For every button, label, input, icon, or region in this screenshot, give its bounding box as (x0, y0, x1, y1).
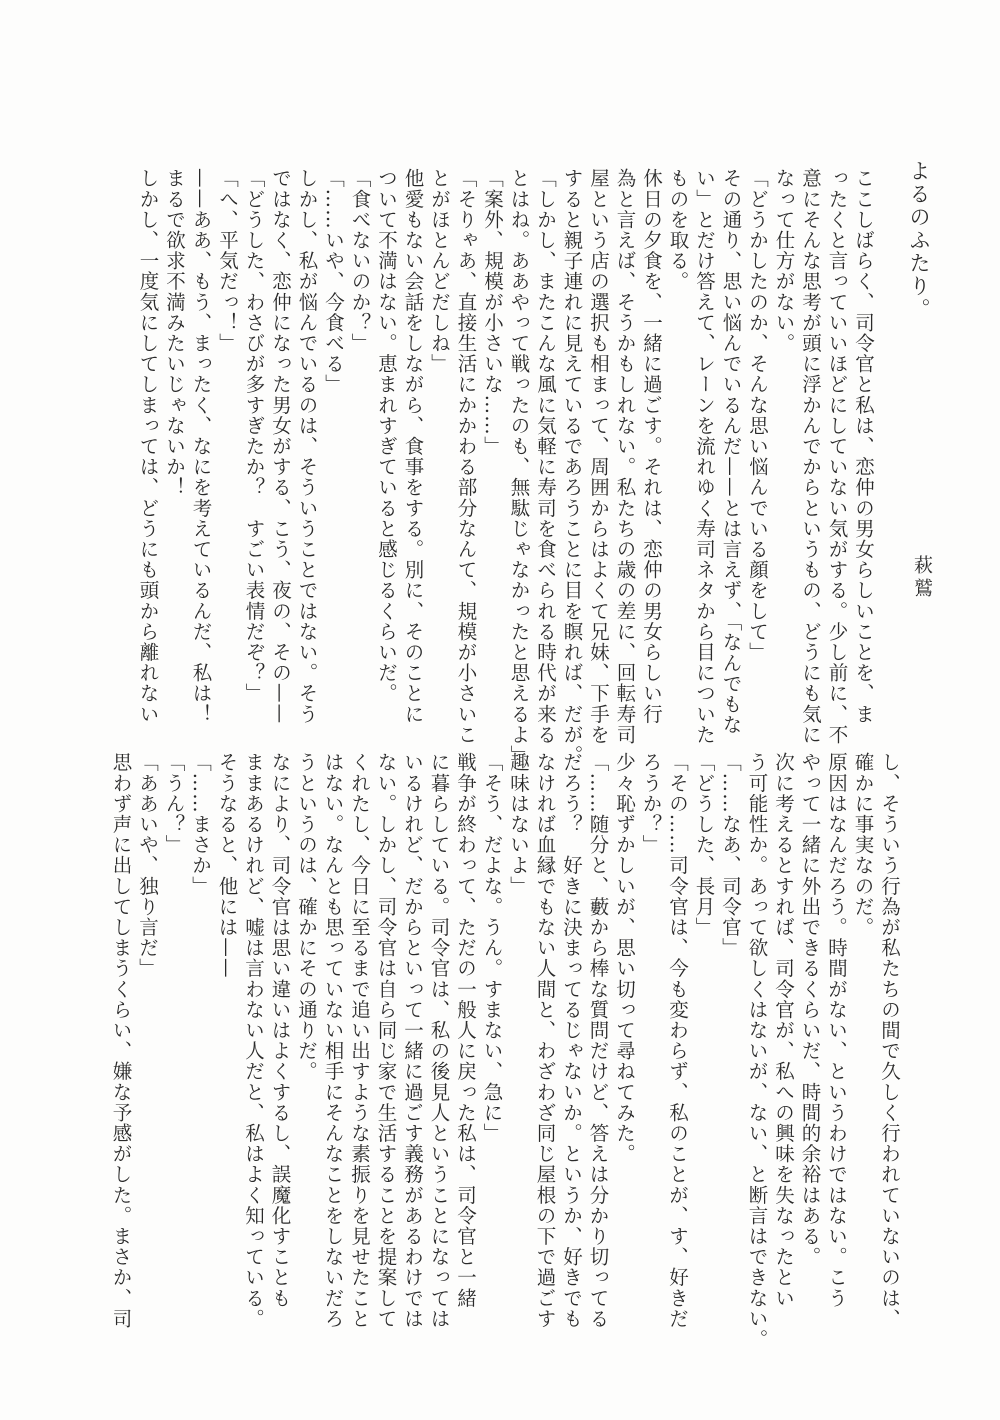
text-column: 「そりゃあ、直接生活にかかわる部分なんて、規模が小さいこ (454, 168, 478, 745)
text-column: しかし、一度気にしてしまっては、どうにも頭から離れない (136, 168, 160, 725)
bottom-text-block (94, 752, 902, 1350)
text-column: なければ血縁でもない人間と、わざわざ同じ屋根の下で過ごす (533, 752, 557, 1329)
text-column: ——ああ、もう、まったく、なにを考えているんだ、私は！ (189, 168, 213, 725)
text-column: ったくと言っていいほどにしていない気がする。少し前に、不 (825, 168, 849, 745)
text-column: まるで欲求不満みたいじゃないか！ (163, 168, 186, 498)
text-column: ない。しかし、司令官は自ら同じ家で生活することを提案して (374, 752, 398, 1329)
text-column: 「どうした、わさびが多すぎたか？ すごい表情だぞ？」 (242, 168, 266, 704)
text-column: ついて不満はない。恵まれすぎていると感じるくらいだ。 (375, 168, 398, 704)
text-column: 「……まさか」 (189, 752, 212, 897)
text-column: 「その……司令官は、今も変わらず、私のことが、す、好きだ (666, 752, 689, 1329)
text-column: 休日の夕食を、一緒に過ごす。それは、恋仲の男女らしい行 (640, 168, 663, 725)
text-column: 趣味はないよ」 (507, 752, 530, 897)
text-column: はない。なんとも思っていない相手にそんなことをしないだろ (321, 752, 345, 1329)
story-title: よるのふたり。 (907, 160, 931, 321)
text-column: 「ああいや、独り言だ」 (136, 752, 159, 979)
text-column: そうなると、他には—— (215, 752, 239, 979)
text-column: ものを取る。 (666, 168, 690, 292)
text-column: ろうか？」 (639, 752, 663, 855)
text-column: ではなく、恋仲になった男女がする、こう、夜の、その—— (269, 168, 292, 725)
text-column: 思わず声に出してしまうくらい、嫌な予感がした。まさか、司 (109, 752, 133, 1329)
text-column: ままあるけれど、嘘は言わない人だと、私はよく知っている。 (242, 752, 265, 1329)
text-column: う可能性か。あって欲しくはないが、ない、と断言はできない。 (745, 752, 769, 1350)
text-column: とはね。ああやって戦ったのも、無駄じゃなかったと思えるよ」 (507, 168, 531, 766)
text-column: 「どうかしたのか、そんな思い悩んでいる顔をして」 (746, 168, 769, 663)
text-column: くれたし、今日に至るまで追い出すような素振りを見せたこと (348, 752, 371, 1329)
text-column: い」とだけ答えて、レーンを流れゆく寿司ネタから目についた (693, 168, 716, 745)
text-column: 「へ、平気だっ！」 (216, 168, 239, 354)
text-column: なって仕方がない。 (772, 168, 796, 354)
text-column: ここしばらく、司令官と私は、恋仲の男女らしいことを、ま (852, 168, 875, 725)
text-column: 「……随分と、藪から棒な質問だけど、答えは分かり切ってる (586, 752, 610, 1329)
text-column: 「どうした、長月」 (692, 752, 716, 938)
text-column: 為と言えば、そうかもしれない。私たちの歳の差に、回転寿司 (613, 168, 637, 745)
text-column: その通り、思い悩んでいるんだ——とは言えず、「なんでもな (719, 168, 743, 736)
text-column: しかし、私が悩んでいるのは、そういうことではない。そう (295, 168, 319, 725)
text-column: 「案外、規模が小さいな……」 (481, 168, 504, 457)
text-column: 他愛もない会話をしながら、食事をする。別に、そのことに (401, 168, 425, 725)
text-column: 原因はなんだろう。時間がない、というわけではない。こう (825, 752, 848, 1309)
text-column: とがほとんどだしね」 (428, 168, 451, 374)
text-column: すると親子連れに見えているであろうことに目を瞑れば、だが。 (560, 168, 584, 766)
author-name: 萩鷲 (911, 555, 933, 601)
text-column: 「……いや、今食べる」 (322, 168, 345, 395)
text-column: 戦争が終わって、ただの一般人に戻った私は、司令官と一緒 (454, 752, 477, 1309)
text-column: し、そういう行為が私たちの間で久しく行われていないのは、 (878, 752, 901, 1329)
text-column: 次に考えるとすれば、司令官が、私への興味を失なったとい (772, 752, 795, 1309)
text-column: 少々恥ずかしいが、思い切って尋ねてみた。 (613, 752, 636, 1164)
text-column: だろう？ 好きに決まってるじゃないか。というか、好きでも (560, 752, 583, 1329)
text-column: 意にそんな思考が頭に浮かんでからというもの、どうにも気に (799, 168, 822, 745)
text-column: なにより、司令官は思い違いはよくするし、誤魔化すことも (268, 752, 292, 1309)
text-column: 「食べないのか？」 (348, 168, 372, 354)
text-column: に暮らしている。司令官は、私の後見人ということになっては (427, 752, 451, 1329)
text-column: 「うん？」 (162, 752, 186, 855)
text-column: やって一緒に外出できるくらいだ、時間的余裕はある。 (798, 752, 822, 1267)
text-column: 「……なあ、司令官」 (719, 752, 742, 958)
text-column: うというのは、確かにその通りだ。 (295, 752, 318, 1082)
text-column: 「しかし、またこんな風に気軽に寿司を食べられる時代が来る (534, 168, 557, 745)
top-text-block (92, 168, 876, 766)
text-column: 「そう、だよな。うん。すまない、急に」 (480, 752, 504, 1144)
text-column: 確かに事実なのだ。 (851, 752, 875, 938)
text-column: いるけれど、だからといって一緒に過ごす義務があるわけでは (401, 752, 424, 1329)
text-column: 屋という店の選択も相まって、周囲からはよくて兄妹、下手を (587, 168, 610, 745)
